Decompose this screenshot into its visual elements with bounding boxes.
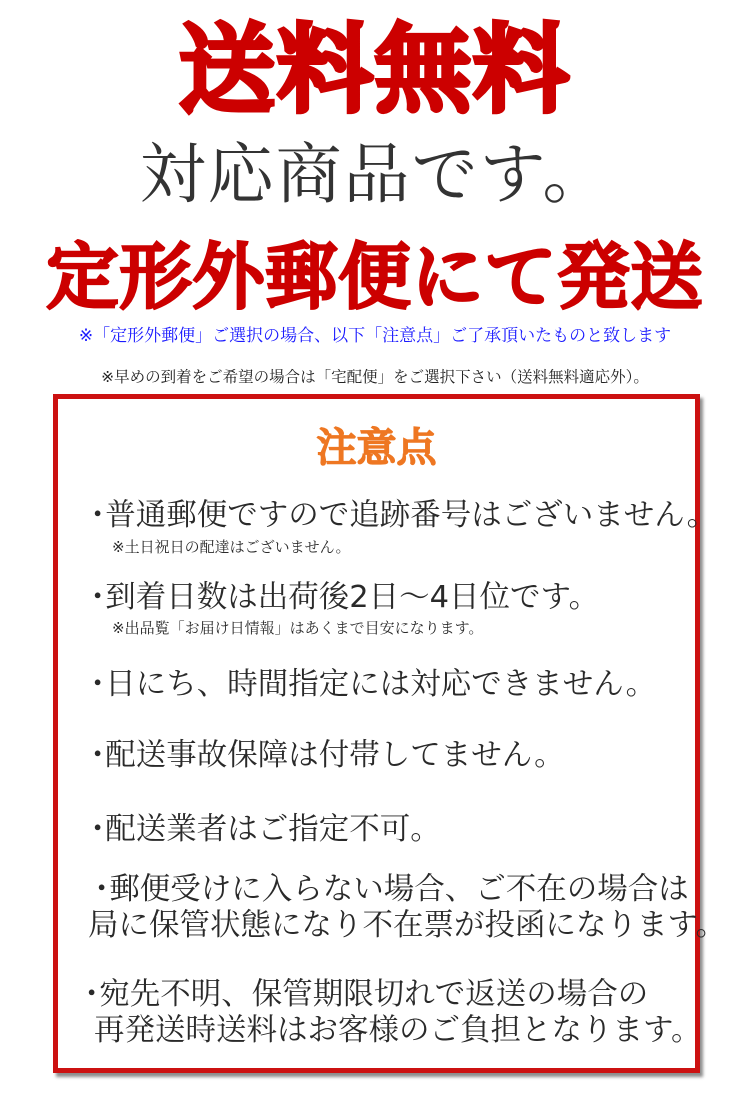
notice-item-delivery-days-note: ※出品覧「お届け日情報」はあくまで目安になります。 bbox=[112, 619, 484, 637]
shipping-method-heading: 定形外郵便にて発送 bbox=[46, 235, 704, 319]
notice-item-tracking: ･普通郵便ですので追跡番号はございません。 bbox=[90, 498, 718, 533]
notice-item-delivery-days: ･到着日数は出荷後2日〜4日位です。 bbox=[90, 580, 600, 615]
notice-item-return-line2: 再発送時送料はお客様のご負担となります。 bbox=[94, 1013, 702, 1048]
notice-item-no-time-slot: ･日にち、時間指定には対応できません。 bbox=[90, 667, 657, 702]
notice-item-tracking-note: ※土日祝日の配達はございません。 bbox=[112, 538, 351, 556]
acceptance-note: ※「定形外郵便」ご選択の場合、以下「注意点」ご了承頂いたものと致します bbox=[78, 326, 672, 346]
express-delivery-note: ※早めの到着をご希望の場合は「宅配便」をご選択下さい（送料無料適応外）。 bbox=[101, 368, 649, 386]
notice-item-absence-line1: ･郵便受けに入らない場合、ご不在の場合は bbox=[94, 872, 689, 907]
notice-item-no-insurance: ･配送事故保障は付帯してません。 bbox=[90, 738, 565, 773]
free-shipping-heading: 送料無料 bbox=[179, 14, 571, 126]
notice-item-absence-line2: 局に保管状態になり不在票が投函になります。 bbox=[88, 908, 727, 943]
notice-title: 注意点 bbox=[316, 425, 437, 471]
eligible-products-heading: 対応商品です。 bbox=[139, 136, 611, 213]
notice-item-return-line1: ･宛先不明、保管期限切れで返送の場合の bbox=[84, 977, 649, 1012]
notice-box bbox=[53, 394, 727, 1073]
notice-item-no-carrier-choice: ･配送業者はご指定不可。 bbox=[90, 812, 441, 847]
